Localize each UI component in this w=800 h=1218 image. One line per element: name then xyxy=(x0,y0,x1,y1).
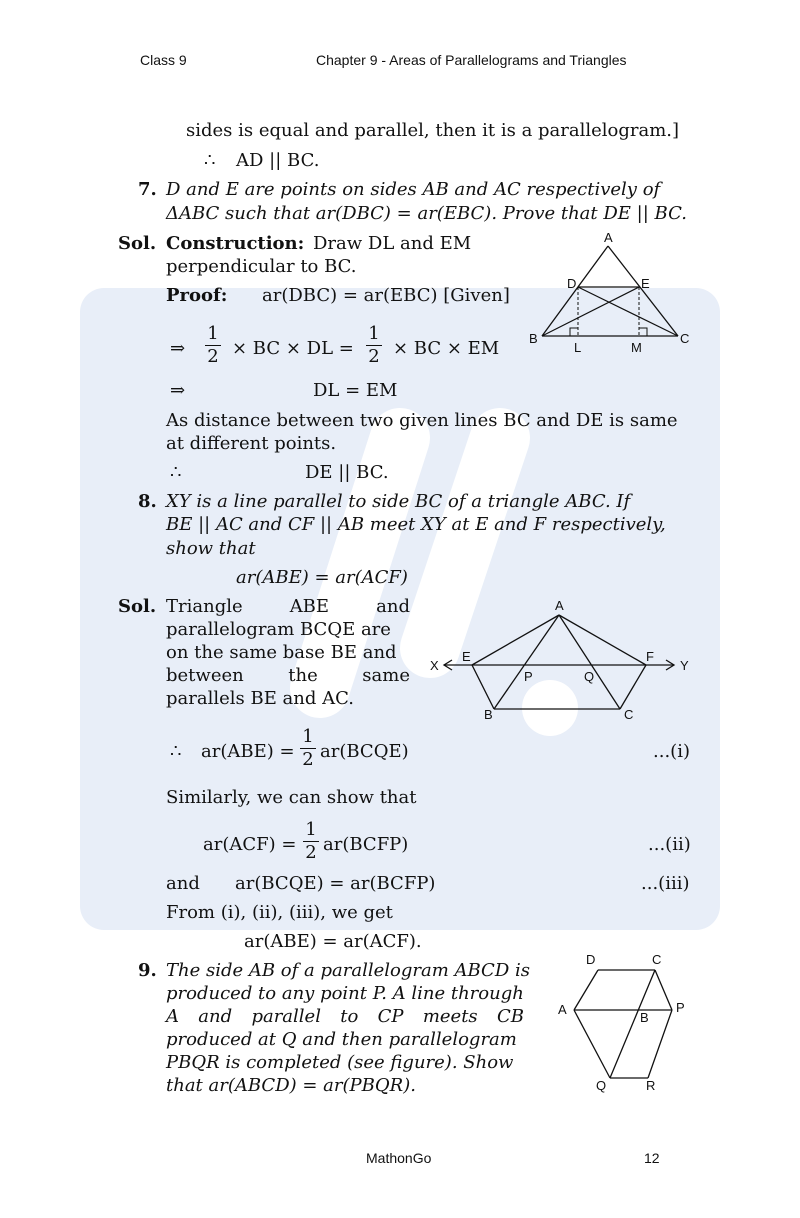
label-B: B xyxy=(640,1010,649,1025)
label-C: C xyxy=(652,952,662,967)
sol8-eq1-rhs: ar(BCQE) xyxy=(320,741,409,762)
label-X: X xyxy=(430,658,439,673)
implies-symbol: ⇒ xyxy=(170,380,186,401)
label-P: P xyxy=(524,669,533,684)
sol8-and: and xyxy=(166,873,200,894)
label-Y: Y xyxy=(680,658,689,673)
q7-number: 7. xyxy=(138,179,157,200)
sol7-conclusion: DE || BC. xyxy=(305,462,389,483)
sol8-from: From (i), (ii), (iii), we get xyxy=(166,902,393,923)
sol7-para-2: at different points. xyxy=(166,433,337,454)
sol8-tag-1: ...(i) xyxy=(653,741,690,762)
sol7-proof-label: Proof: xyxy=(166,285,228,306)
label-E: E xyxy=(462,649,471,664)
label-B: B xyxy=(484,707,493,722)
q9-line-1: The side AB of a parallelogram ABCD is xyxy=(166,960,530,981)
header-chapter: Chapter 9 - Areas of Parallelograms and Triangles xyxy=(316,52,627,68)
fraction-half: 1 2 xyxy=(366,324,382,367)
implies-symbol: ⇒ xyxy=(170,338,186,359)
fraction-half: 1 2 xyxy=(300,727,316,770)
sol8-eq2-lhs: ar(ACF) = xyxy=(203,834,297,855)
label-A: A xyxy=(604,230,613,245)
sol8-line-3: on the same base BE and xyxy=(166,642,397,663)
sol7-construction-label: Construction: xyxy=(166,233,305,254)
sol8-eq1-lhs: ar(ABE) = xyxy=(201,741,295,762)
label-B: B xyxy=(529,331,538,346)
q9-number: 9. xyxy=(138,960,157,981)
q8-line-4: ar(ABE) = ar(ACF) xyxy=(236,567,408,588)
label-M: M xyxy=(631,340,642,355)
figure-parallelogram xyxy=(552,950,702,1095)
sol8-line-5: parallels BE and AC. xyxy=(166,688,354,709)
therefore-symbol: ∴ xyxy=(170,741,182,762)
q9-line-5: PBQR is completed (see figure). Show xyxy=(166,1052,514,1073)
sol8-tag-3: ...(iii) xyxy=(641,873,690,894)
fraction-half: 1 2 xyxy=(205,324,221,367)
label-C: C xyxy=(680,331,690,346)
label-A: A xyxy=(555,598,564,613)
q8-number: 8. xyxy=(138,491,157,512)
therefore-symbol: ∴ xyxy=(204,150,216,171)
sol8-line-4: between the same xyxy=(166,665,410,686)
therefore-symbol: ∴ xyxy=(170,462,182,483)
label-D: D xyxy=(567,276,577,291)
sol8-line-1: Triangle ABE and xyxy=(166,596,410,617)
label-C: C xyxy=(624,707,634,722)
label-Q: Q xyxy=(584,669,595,684)
sol7-eq1-left: × BC × DL = xyxy=(232,338,354,359)
q9-line-3: A and parallel to CP meets CB xyxy=(166,1006,524,1027)
label-D: D xyxy=(586,952,596,967)
q8-line-2: BE || AC and CF || AB meet XY at E and F respectively, xyxy=(166,514,666,535)
q7-line-1: D and E are points on sides AB and AC respectively of xyxy=(166,179,661,200)
label-F: F xyxy=(646,649,654,664)
footer-brand: MathonGo xyxy=(366,1150,432,1166)
fraction-half: 1 2 xyxy=(303,820,319,863)
sol7-proof-equation: ar(DBC) = ar(EBC) [Given] xyxy=(262,285,510,306)
q9-line-6: that ar(ABCD) = ar(PBQR). xyxy=(166,1075,416,1096)
sol8-eq3: ar(BCQE) = ar(BCFP) xyxy=(235,873,436,894)
q7-line-2: ΔABC such that ar(DBC) = ar(EBC). Prove that DE || BC. xyxy=(166,203,687,224)
sol7-eq1-right: × BC × EM xyxy=(393,338,500,359)
q8-line-3: show that xyxy=(166,538,256,559)
q8-line-1: XY is a line parallel to side BC of a triangle ABC. If xyxy=(166,491,631,512)
sol8-label: Sol. xyxy=(118,596,157,617)
sol8-final: ar(ABE) = ar(ACF). xyxy=(244,931,422,952)
q9-line-4: produced at Q and then parallelogram xyxy=(166,1029,517,1050)
label-A: A xyxy=(558,1002,567,1017)
sol7-construction-text: Draw DL and EM xyxy=(313,233,472,254)
sol8-similar: Similarly, we can show that xyxy=(166,787,417,808)
figure-triangle-xy xyxy=(424,595,700,723)
sol7-line-2: perpendicular to BC. xyxy=(166,256,357,277)
sol8-eq2-rhs: ar(BCFP) xyxy=(323,834,409,855)
sol7-eq2: DL = EM xyxy=(313,380,398,401)
sol8-tag-2: ...(ii) xyxy=(648,834,691,855)
label-Q: Q xyxy=(596,1078,607,1093)
label-E: E xyxy=(641,276,650,291)
sol7-label: Sol. xyxy=(118,233,157,254)
footer-page-number: 12 xyxy=(644,1150,660,1166)
sol7-para-1: As distance between two given lines BC and DE is same xyxy=(166,410,678,431)
label-P: P xyxy=(676,1000,685,1015)
sol8-line-2: parallelogram BCQE are xyxy=(166,619,391,640)
header-class: Class 9 xyxy=(140,52,187,68)
label-L: L xyxy=(574,340,582,355)
top-line-2: AD || BC. xyxy=(236,150,320,171)
label-R: R xyxy=(646,1078,656,1093)
figure-triangle-de-bc xyxy=(520,228,700,358)
q9-line-2: produced to any point P. A line through xyxy=(166,983,524,1004)
top-line-1: sides is equal and parallel, then it is a parallelogram.] xyxy=(186,120,680,141)
